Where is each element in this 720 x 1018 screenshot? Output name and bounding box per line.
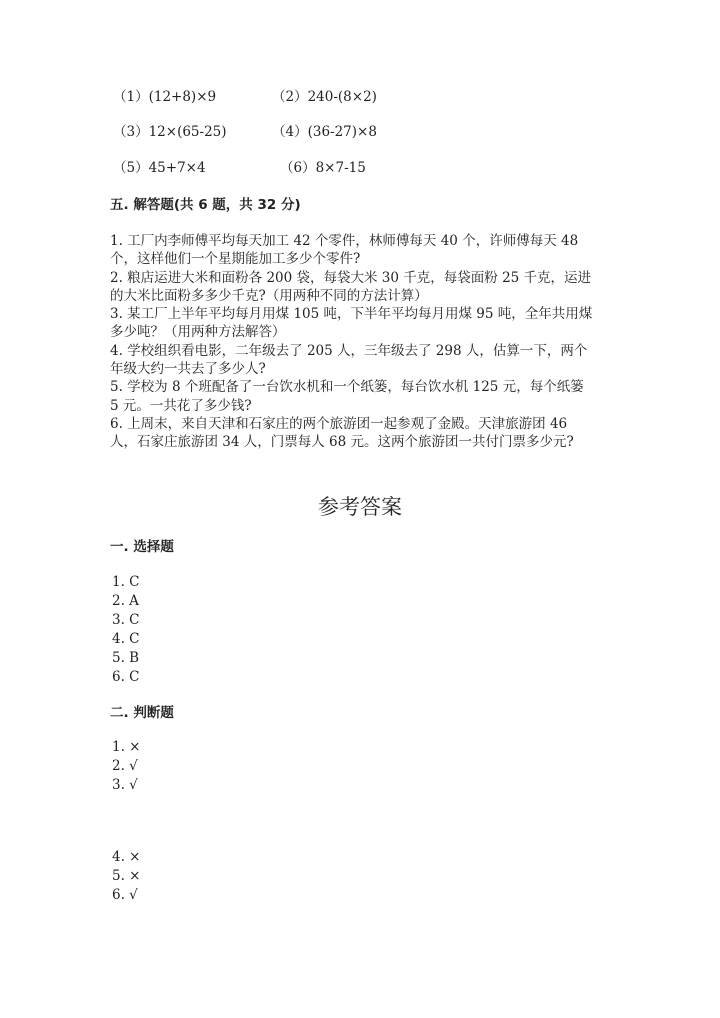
question-line: 的大米比面粉多多少千克?（用两种不同的方法计算） <box>110 287 428 304</box>
calc-item: （4）(36-27)×8 <box>272 124 377 140</box>
answer-item: 2. A <box>112 593 139 609</box>
calc-item: （2）240-(8×2) <box>272 89 377 105</box>
question-line: 2. 粮店运进大米和面粉各 200 袋，每袋大米 30 千克，每袋面粉 25 千克，运进 <box>110 269 592 286</box>
answer-list <box>112 573 140 687</box>
answer-item: 4. C <box>112 631 140 647</box>
question-list <box>110 232 592 452</box>
question-line: 5 元。一共花了多少钱? <box>110 397 252 414</box>
answer-item: 5. × <box>112 868 141 884</box>
section-heading: 五. 解答题(共 6 题，共 32 分) <box>110 197 301 213</box>
answer-item: 4. × <box>112 849 141 865</box>
answer-list <box>112 738 140 795</box>
question-line: 个，这样他们一个星期能加工多少个零件? <box>110 251 361 268</box>
calc-item: （3）12×(65-25) <box>113 124 227 140</box>
answer-item: 5. B <box>112 650 140 666</box>
question-line: 多少吨？（用两种方法解答） <box>110 324 286 341</box>
calc-item: （5）45+7×4 <box>113 160 206 176</box>
calc-item: （6）8×7-15 <box>280 160 366 176</box>
question-line: 6. 上周末，来自天津和石家庄的两个旅游团一起参观了金殿。天津旅游团 46 <box>110 415 568 432</box>
calc-item: （1）(12+8)×9 <box>113 89 217 105</box>
answer-item: 3. √ <box>112 777 138 793</box>
question-line: 1. 工厂内李师傅平均每天加工 42 个零件，林师傅每天 40 个，许师傅每天 48 <box>110 233 579 249</box>
question-line: 3. 某工厂上半年平均每月用煤 105 吨，下半年平均每月用煤 95 吨，全年共用煤 <box>110 306 593 323</box>
question-line: 5. 学校为 8 个班配备了一台饮水机和一个纸篓，每台饮水机 125 元，每个纸篓 <box>110 379 584 396</box>
answers-title: 参考答案 <box>318 495 402 519</box>
answer-item: 3. C <box>112 612 140 628</box>
question-line: 年级大约一共去了多少人? <box>110 361 266 378</box>
answer-item: 1. C <box>112 574 140 590</box>
question-line: 4. 学校组织看电影，二年级去了 205 人，三年级去了 298 人，估算一下，两个 <box>110 342 588 359</box>
answer-item: 6. √ <box>112 887 138 903</box>
section-heading: 二. 判断题 <box>110 705 174 721</box>
section-heading: 一. 选择题 <box>110 539 174 555</box>
answer-item: 6. C <box>112 669 140 685</box>
question-line: 人，石家庄旅游团 34 人，门票每人 68 元。这两个旅游团一共付门票多少元? <box>110 434 574 451</box>
answer-list <box>112 848 140 905</box>
answer-item: 2. √ <box>112 758 138 774</box>
answer-item: 1. × <box>112 739 141 755</box>
